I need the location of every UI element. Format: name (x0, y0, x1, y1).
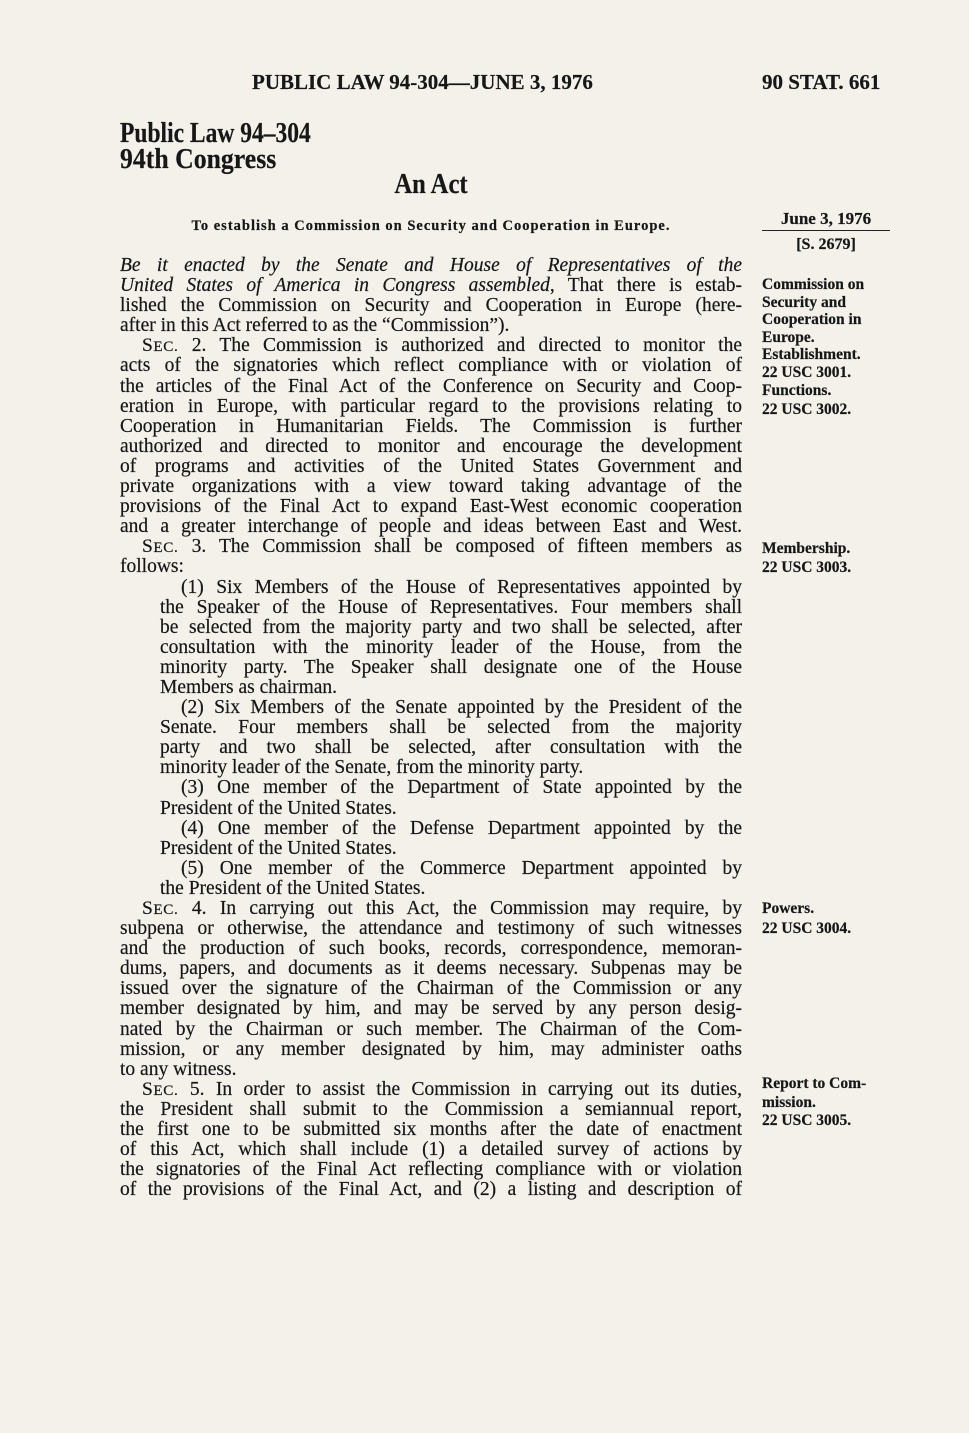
body-text (120, 256, 742, 1200)
section-label: SEC. (142, 898, 179, 919)
text-line (120, 537, 742, 557)
text-line: (2) Six Members of the Senate appointed by the President of the (181, 697, 742, 719)
text-line: and the production of such books, records, correspondence, memoran- (120, 938, 742, 960)
section-label: SEC. (142, 1078, 179, 1100)
text-line: issued over the signature of the Chairman of the Commission or any (120, 978, 742, 1000)
section-text: 4. In carrying out this Act, the Commission may require, by (191, 898, 742, 919)
italic-text: United States of America in Congress assembled (120, 275, 550, 297)
text-line: Cooperation in Humanitarian Fields. The Commission is further (120, 415, 742, 437)
text-line: follows: (120, 556, 184, 578)
text-line: private organizations with a view toward taking advantage of the (120, 476, 742, 498)
text-line: of this Act, which shall include (1) a detailed survey of actions by (120, 1139, 742, 1161)
text-line: mission, or any member designated by him, may administer oaths (120, 1038, 742, 1060)
margin-note-line: Cooperation in (762, 311, 862, 329)
text-line: (4) One member of the Defense Department appointed by the (181, 817, 742, 839)
margin-note-citation: 22 USC 3005. (762, 1112, 852, 1129)
margin-note-citation: 22 USC 3001. (762, 363, 852, 381)
membership-item-1 (120, 578, 742, 699)
running-title: PUBLIC LAW 94-304—JUNE 3, 1976 (252, 70, 593, 94)
text-line: party and two shall be selected, after consultation with the (160, 737, 742, 759)
text-line: of programs and activities of the United States Government and (120, 455, 742, 477)
membership-item-2 (120, 698, 742, 778)
text-line: be selected from the majority party and two shall be selected, after (160, 616, 742, 638)
enacting-clause (120, 256, 742, 336)
text-line: member designated by him, and may be served by any person desig- (120, 998, 742, 1020)
congress-number: 94th Congress (120, 144, 277, 175)
text-line: minority leader of the Senate, from the minority party. (160, 757, 584, 779)
enactment-date: June 3, 1976 (780, 209, 872, 228)
roman-text: , That there is estab- (549, 275, 742, 297)
margin-note-line: Powers. (762, 900, 815, 917)
margin-note-line: Europe. (762, 328, 815, 346)
text-line: and a greater interchange of people and ideas between East and West. (120, 516, 742, 538)
margin-note-membership (762, 539, 851, 577)
section-label: SEC. (142, 536, 179, 558)
section-4 (120, 899, 742, 1080)
text-line: the first one to be submitted six months after the date of enactment (120, 1119, 742, 1141)
membership-item-5 (120, 859, 742, 899)
text-line: lished the Commission on Security and Cooperation in Europe (here- (120, 295, 742, 317)
text-line (120, 899, 742, 919)
margin-note-line: Report to Com- (762, 1075, 867, 1092)
text-line: (1) Six Members of the House of Representatives appointed by (181, 576, 742, 598)
text-line: President of the United States. (160, 837, 397, 859)
text-line: (5) One member of the Commerce Department appointed by (181, 857, 742, 879)
statute-page-number: 90 STAT. 661 (762, 70, 881, 94)
margin-note-line: Membership. (762, 540, 851, 557)
section-5 (120, 1080, 742, 1201)
text-line: Members as chairman. (160, 676, 338, 698)
membership-item-4 (120, 819, 742, 859)
margin-note-citation: 22 USC 3004. (762, 920, 852, 937)
margin-note-powers (762, 899, 851, 939)
text-line: the President of the United States. (160, 877, 426, 899)
margin-note-report (762, 1075, 866, 1131)
margin-note-line: mission. (762, 1093, 816, 1111)
section-2 (120, 336, 742, 537)
text-line (120, 1080, 742, 1100)
text-line (120, 336, 742, 356)
text-line: the President shall submit to the Commission a semiannual report, (120, 1098, 742, 1120)
margin-note-line: Security and (762, 293, 846, 311)
text-line: eration in Europe, with particular regard to the provisions relating to (120, 395, 742, 417)
text-line: after in this Act referred to as the “Commission”). (120, 315, 510, 337)
margin-note-citation: 22 USC 3003. (762, 559, 852, 576)
section-text: 3. The Commission shall be composed of fifteen members as (191, 536, 743, 558)
text-line: minority party. The Speaker shall designate one of the House (160, 656, 742, 678)
text-line: Senate. Four members shall be selected from the majority (160, 717, 742, 739)
margin-note-establishment (762, 276, 864, 382)
text-line: the Speaker of the House of Representatives. Four members shall (160, 596, 742, 618)
text-line: authorized and directed to monitor and encourage the development (120, 435, 742, 457)
text-line: (3) One member of the Department of State appointed by the (181, 777, 742, 799)
text-line: acts of the signatories which reflect compliance with or violation of (120, 355, 742, 377)
text-line: the signatories of the Final Act reflecting compliance with or violation (120, 1159, 742, 1181)
text-line: subpena or otherwise, the attendance and testimony of such witnesses (120, 918, 742, 940)
law-number: Public Law 94–304 (120, 118, 311, 149)
text-line: Be it enacted by the Senate and House of Representatives of the (120, 255, 742, 276)
section-label: SEC. (142, 335, 179, 357)
margin-note-line: Functions. (762, 382, 832, 399)
text-line: consultation with the minority leader of the House, from the (160, 636, 742, 658)
date-rule (762, 230, 890, 231)
margin-note-line: Commission on (762, 276, 865, 293)
margin-note-functions (762, 381, 851, 419)
section-text: 2. The Commission is authorized and directed to monitor the (191, 335, 743, 357)
act-heading: An Act (394, 169, 468, 200)
act-purpose: To establish a Commission on Security and Cooperation in Europe. (191, 218, 671, 234)
text-line: the articles of the Final Act of the Conference on Security and Coop- (120, 375, 742, 397)
text-line: nated by the Chairman or such member. The Chairman of the Com- (120, 1018, 742, 1040)
section-text: 5. In order to assist the Commission in carrying out its duties, (189, 1078, 743, 1100)
text-line (120, 276, 742, 296)
text-line: of the provisions of the Final Act, and (2) a listing and description of (120, 1179, 742, 1201)
membership-item-3 (120, 778, 742, 818)
text-line: President of the United States. (160, 797, 397, 819)
text-line: provisions of the Final Act to expand East-West economic cooperation (120, 496, 742, 518)
text-line: to any witness. (120, 1058, 237, 1080)
text-line: dums, papers, and documents as it deems necessary. Subpenas may be (120, 958, 742, 980)
bill-number: [S. 2679] (796, 236, 856, 253)
margin-note-line: Establishment. (762, 346, 861, 364)
margin-note-citation: 22 USC 3002. (762, 401, 852, 418)
section-3 (120, 537, 742, 899)
